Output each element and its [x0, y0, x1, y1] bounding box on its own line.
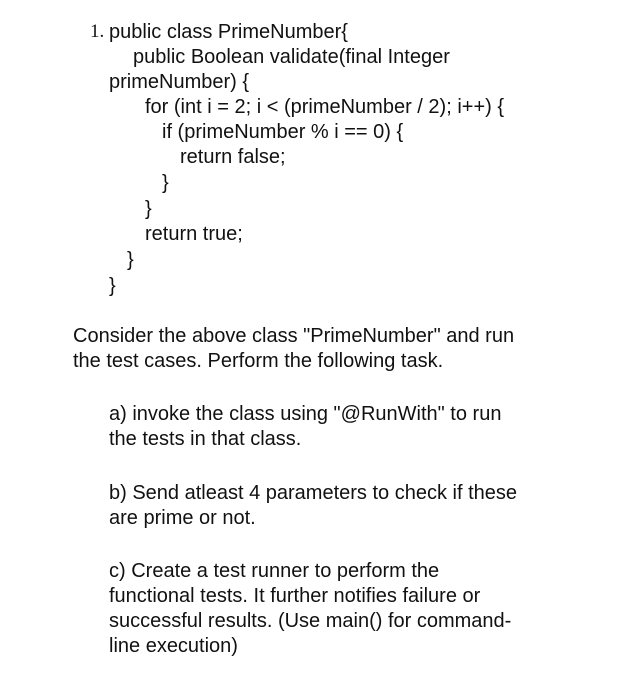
intro-line-1: Consider the above class "PrimeNumber" and run [73, 325, 515, 347]
task-b-line-1: b) Send atleast 4 parameters to check if these [109, 482, 517, 504]
task-c-line-1: c) Create a test runner to perform the [109, 560, 440, 582]
task-c-line-2: functional tests. It further notifies failure or [109, 585, 481, 607]
intro-line-2: the test cases. Perform the following task. [73, 350, 444, 372]
task-b-line-2: are prime or not. [109, 507, 256, 529]
code-line-4: for (int i = 2; i < (primeNumber / 2); i++) { [145, 96, 505, 118]
code-line-7: } [162, 172, 169, 194]
task-c-line-4: line execution) [109, 635, 238, 657]
code-line-1: public class PrimeNumber{ [109, 21, 348, 43]
code-line-6: return false; [180, 146, 286, 168]
code-line-10: } [127, 249, 134, 271]
code-line-2: public Boolean validate(final Integer [133, 46, 450, 68]
task-a-line-1: a) invoke the class using "@RunWith" to run [109, 403, 502, 425]
task-a-line-2: the tests in that class. [109, 428, 302, 450]
code-line-9: return true; [145, 223, 243, 245]
code-line-5: if (primeNumber % i == 0) { [162, 121, 404, 143]
task-c-line-3: successful results. (Use main() for command- [109, 610, 512, 632]
code-line-8: } [145, 198, 152, 220]
item-number: 1. [90, 21, 105, 42]
code-line-11: } [109, 275, 116, 297]
code-line-3: primeNumber) { [109, 71, 250, 93]
